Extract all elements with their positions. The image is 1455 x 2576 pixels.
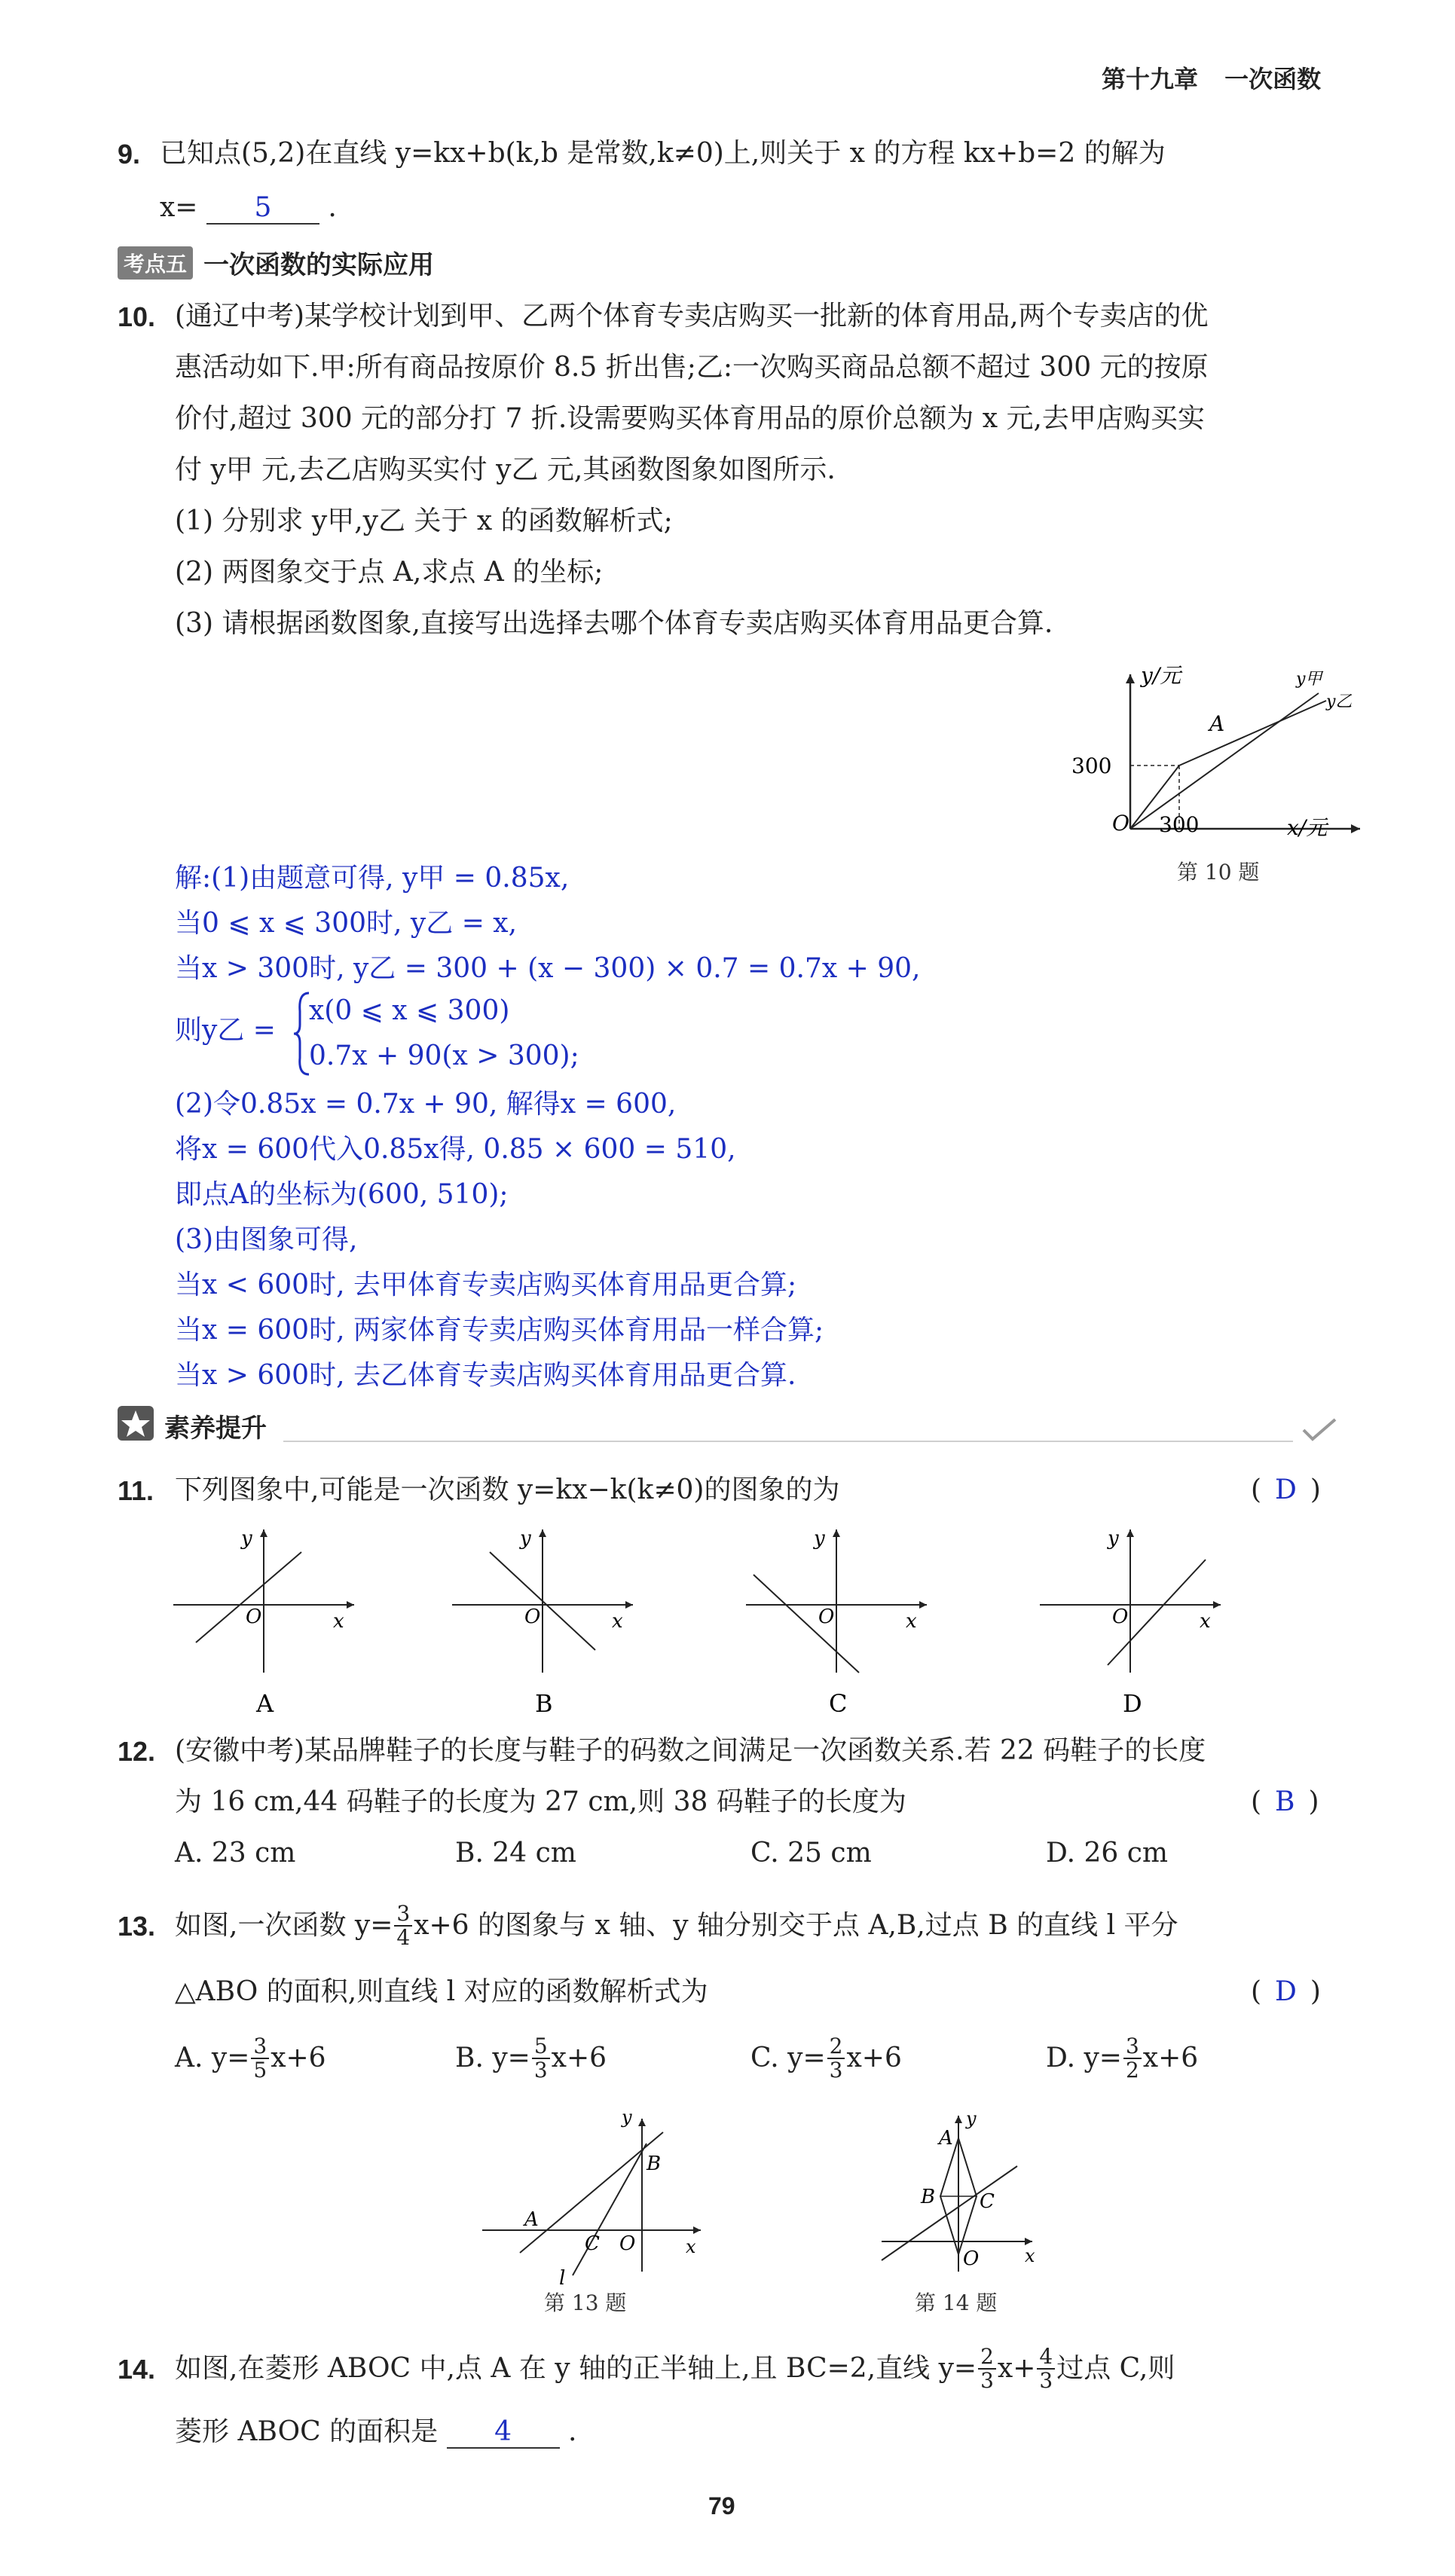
q10-solution-8: 当x < 600时, 去甲体育专卖店购买体育用品更合算;	[175, 1270, 797, 1300]
section-literacy-title: 素养提升	[164, 1413, 267, 1444]
svg-text:y: y	[966, 2110, 977, 2129]
q14-line-1-b: 过点 C,则	[1056, 2353, 1175, 2384]
q10-graph	[1070, 655, 1364, 897]
q14-slope: $\frac{2}{3}$	[978, 2345, 996, 2392]
svg-text:O: O	[1112, 1606, 1129, 1628]
svg-text:y: y	[520, 1527, 531, 1550]
q10-caption: 第 10 题	[1177, 860, 1260, 885]
q10-part-2: (2) 两图象交于点 A,求点 A 的坐标;	[175, 557, 604, 588]
svg-text:y: y	[622, 2110, 632, 2128]
q10-solution-2: 当0 ⩽ x ⩽ 300时, y乙 = x,	[175, 908, 518, 939]
q10-line-3: 价付,超过 300 元的部分打 7 折.设需要购买体育用品的原价总额为 x 元,去甲店购买实	[175, 403, 1205, 434]
star-icon	[118, 1406, 154, 1441]
svg-text:A: A	[939, 2127, 953, 2150]
q12-line-2: 为 16 cm,44 码鞋子的长度为 27 cm,则 38 码鞋子的长度为	[175, 1786, 906, 1817]
page-number: 79	[708, 2492, 735, 2519]
q13-line-1	[175, 1899, 1178, 1953]
q12-option-d: D. 26 cm	[1046, 1838, 1169, 1869]
q11-graph-b	[452, 1527, 633, 1718]
q14-line-2-b: .	[567, 2416, 577, 2447]
q13-option-d: D. y= $\frac{3}{2}$ x+6	[1046, 2034, 1199, 2082]
q14-number: 14.	[118, 2354, 156, 2385]
q12-option-a: A. 23 cm	[175, 1838, 296, 1869]
svg-text:x: x	[1025, 2245, 1035, 2266]
q9-suffix: .	[328, 192, 337, 223]
q10-solution-4: (2)令0.85x = 0.7x + 90, 解得x = 600,	[175, 1089, 677, 1120]
q10-point-a: A	[1209, 711, 1225, 736]
section-5-title: 一次函数的实际应用	[203, 250, 435, 280]
q14-line-2	[175, 2417, 576, 2449]
q10-solution-10: 当x > 600时, 去乙体育专卖店购买体育用品更合算.	[175, 1360, 796, 1391]
q13-line-2: △ABO 的面积,则直线 l 对应的函数解析式为	[175, 1976, 708, 2007]
section-literacy-heading	[118, 1403, 1338, 1445]
q11-graph-c	[746, 1527, 927, 1718]
q10-line-4: 付 y甲 元,去乙店购买实付 y乙 元,其函数图象如图所示.	[175, 454, 836, 485]
q11-option-d: D	[1123, 1689, 1142, 1718]
svg-text:O: O	[963, 2248, 980, 2270]
chapter-label	[1102, 60, 1321, 95]
q10-solution-then: 则y乙 =	[175, 1015, 276, 1046]
q10-solution-case-2: 0.7x + 90(x > 300);	[309, 1040, 579, 1071]
svg-text:y: y	[814, 1527, 825, 1550]
q13-answer-bracket: ( D )	[1251, 1976, 1321, 2007]
svg-text:x: x	[333, 1610, 344, 1633]
q10-series-yi: y乙	[1326, 692, 1353, 711]
q11-graphs	[166, 1522, 1236, 1718]
svg-text:B: B	[646, 2153, 662, 2175]
q9-prefix: x=	[160, 192, 198, 223]
q10-line-2: 惠活动如下.甲:所有商品按原价 8.5 折出售;乙:一次购买商品总额不超过 300 元的按原	[175, 352, 1209, 383]
svg-text:C: C	[585, 2232, 600, 2255]
section-divider	[283, 1441, 1293, 1442]
q14-line-2-a: 菱形 ABOC 的面积是	[175, 2416, 439, 2447]
q13-option-a: A. y= $\frac{3}{5}$ x+6	[175, 2034, 326, 2082]
q10-solution-1: 解:(1)由题意可得, y甲 = 0.85x,	[175, 863, 570, 894]
svg-text:x: x	[906, 1610, 917, 1633]
q11-option-c: C	[829, 1689, 848, 1718]
q10-number: 10.	[118, 301, 156, 332]
svg-text:y: y	[1108, 1527, 1119, 1550]
q9-text: 已知点(5,2)在直线 y=kx+b(k,b 是常数,k≠0)上,则关于 x 的方程 kx+b=2 的解为	[160, 138, 1166, 169]
section-5-heading	[118, 244, 434, 281]
q10-part-3: (3) 请根据函数图象,直接写出选择去哪个体育专卖店购买体育用品更合算.	[175, 608, 1053, 639]
q10-solution-9: 当x = 600时, 两家体育专卖店购买体育用品一样合算;	[175, 1315, 824, 1346]
q9-number: 9.	[118, 139, 141, 170]
q11-number: 11.	[118, 1475, 154, 1506]
q10-x-label: x/元	[1287, 815, 1328, 840]
q13-answer: D	[1275, 1976, 1297, 2007]
q14-line-1-mid: x+	[997, 2353, 1036, 2384]
svg-text:O: O	[619, 2232, 636, 2255]
q12-number: 12.	[118, 1736, 156, 1767]
q13-number: 13.	[118, 1911, 156, 1942]
q9-answer-line	[160, 193, 337, 225]
q14-line-1	[175, 2342, 1175, 2396]
q10-tick-y: 300	[1071, 753, 1112, 778]
q10-series-jia: y甲	[1296, 670, 1322, 689]
q11-text: 下列图象中,可能是一次函数 y=kx−k(k≠0)的图象的为	[175, 1474, 840, 1505]
svg-text:O: O	[818, 1606, 835, 1628]
q12-option-b: B. 24 cm	[455, 1838, 576, 1869]
q12-answer-bracket: ( B )	[1251, 1786, 1319, 1817]
svg-text:y: y	[241, 1527, 252, 1550]
q11-graph-a	[173, 1527, 354, 1718]
q10-line-1: (通辽中考)某学校计划到甲、乙两个体育专卖店购买一批新的体育用品,两个专卖店的优	[175, 301, 1209, 332]
q14-figure	[874, 2110, 1047, 2321]
q10-part-1: (1) 分别求 y甲,y乙 关于 x 的函数解析式;	[175, 506, 673, 536]
q12-line-1: (安徽中考)某品牌鞋子的长度与鞋子的码数之间满足一次函数关系.若 22 码鞋子的长度	[175, 1735, 1206, 1766]
q10-solution-6: 即点A的坐标为(600, 510);	[175, 1179, 509, 1210]
q13-figure	[475, 2110, 716, 2321]
q14-caption: 第 14 题	[915, 2290, 998, 2315]
q13-line-1-b: x+6 的图象与 x 轴、y 轴分别交于点 A,B,过点 B 的直线 l 平分	[414, 1910, 1178, 1941]
q10-solution-5: 将x = 600代入0.85x得, 0.85 × 600 = 510,	[175, 1134, 736, 1165]
q11-option-a: A	[256, 1689, 274, 1718]
check-icon	[1301, 1416, 1338, 1444]
q13-option-c: C. y= $\frac{2}{3}$ x+6	[750, 2034, 902, 2082]
q10-y-label: y/元	[1141, 663, 1181, 688]
svg-text:B: B	[921, 2186, 936, 2208]
q10-origin: O	[1112, 811, 1129, 836]
q10-tick-x: 300	[1159, 812, 1200, 837]
q13-option-b: B. y= $\frac{5}{3}$ x+6	[455, 2034, 607, 2082]
q12-answer: B	[1275, 1786, 1295, 1817]
svg-text:C: C	[980, 2190, 995, 2213]
q13-caption: 第 13 题	[544, 2290, 627, 2315]
chapter-title: 一次函数	[1224, 65, 1322, 93]
q10-solution-3: 当x > 300时, y乙 = 300 + (x − 300) × 0.7 = 0.7x + 90,	[175, 953, 921, 984]
q14-intercept: $\frac{4}{3}$	[1037, 2345, 1055, 2392]
svg-text:x: x	[1200, 1610, 1211, 1633]
section-5-tag: 考点五	[118, 246, 193, 280]
q11-answer-bracket: ( D )	[1251, 1474, 1321, 1505]
q11-graph-d	[1040, 1527, 1221, 1718]
q14-line-1-a: 如图,在菱形 ABOC 中,点 A 在 y 轴的正半轴上,且 BC=2,直线 y=	[175, 2353, 977, 2384]
q10-solution-7: (3)由图象可得,	[175, 1224, 358, 1255]
q10-solution-case-1: x(0 ⩽ x ⩽ 300)	[309, 995, 510, 1026]
svg-text:x: x	[612, 1610, 623, 1633]
svg-text:A: A	[524, 2208, 539, 2231]
svg-text:O: O	[524, 1606, 541, 1628]
chapter-number: 第十九章	[1102, 65, 1199, 93]
svg-text:l: l	[559, 2267, 566, 2290]
svg-text:O: O	[246, 1606, 262, 1628]
q11-answer: D	[1275, 1474, 1297, 1505]
svg-text:x: x	[686, 2236, 696, 2257]
q13-slope: $\frac{3}{4}$	[394, 1902, 412, 1949]
q13-line-1-a: 如图,一次函数 y=	[175, 1910, 393, 1941]
q9-answer: 5	[206, 193, 319, 225]
q14-answer: 4	[447, 2417, 560, 2449]
q12-option-c: C. 25 cm	[750, 1838, 872, 1869]
q11-option-b: B	[535, 1689, 553, 1718]
